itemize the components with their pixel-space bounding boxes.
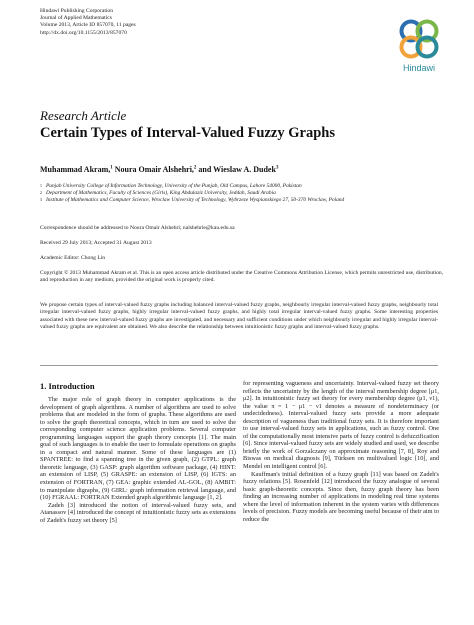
right-column [243,380,439,523]
body-paragraph: Kauffman's initial definition of a fuzzy graph [11] was based on Zadeh's fuzzy relations [5]. Rosenfeld [12] introduced the fuzzy analogue of several basic graph-theoretic concepts. Since then, fuzzy graph theory has been finding an increasing number of applications in modeling real time systems where the level of information inherent in the system varies with differences levels of precision. Fuzzy models are becoming useful because of their aim to reduce the [243,470,440,523]
copyright-notice: Copyright © 2013 Muhammad Akram et al. This is an open access article distributed under the Creative Commons Attribution License, which permits unrestricted use, distribution, and reproduction in any medium, provided the original work is properly cited. [40,270,444,284]
abstract-divider [40,365,438,366]
affiliation-mark: 3 [40,197,42,203]
article-type: Research Article [40,108,127,123]
affiliation-mark: 2 [40,190,42,196]
hindawi-rings-icon [396,18,442,62]
journal-header-line: Journal of Applied Mathematics [40,15,112,22]
hindawi-logo [388,18,450,80]
affiliation-mark: 1 [40,183,42,188]
section-heading: 1. Introduction [40,381,95,391]
body-paragraph: The major role of graph theory in computer applications is the development of graph algorithms. A number of algorithms are used to solve problems that are modeled in the form of graphs. These algorithms are used to solve the graph theoretical concepts, which in turn are used to solve the corresponding computer science application problems. Several computer programming languages support the graph theory concepts [1]. The main goal of such languages is to enable the user to formulate operations on graphs in a compact and natural manner. Some of these languages are (1) SPANTREE: to find a spanning tree in the given graph, (2) GTPL: graph theoretic language, (3) GASP: graph algorithm software package, (4) HINT: an extension of LISP, (5) GRASPE: an extension of LISP, (6) IGTS: an extension of FORTRAN, (7) GEA: graphic extended AL-GOL, (8) AMBIT: to manipulate digraphs, (9) GIRL: graph information retrieval language, and (10) FGRAAL: FORTRAN Extended graph algorithmic language [1, 2]. [40,396,236,502]
author-name: Noura Omair Alshehri, [112,165,194,174]
affiliation-list [40,183,450,205]
left-column [40,396,236,524]
journal-header-line: http://dx.doi.org/10.1155/2013/857070 [40,29,127,36]
author-list [40,165,278,174]
affiliation-text: Punjab University College of Information Technology, University of the Punjab, Old Campus, Lahore 54000, Pakistan [46,183,302,189]
author-affiliation-mark: 3 [275,165,279,171]
author-name: Muhammad Akram, [40,165,111,174]
journal-header-line: Hindawi Publishing Corporation [40,8,114,14]
affiliation-text: Institute of Mathematics and Computer Science, Wroclaw University of Technology, Wybrzeze Wyspianskiego 27, 50-370 Wroclaw, Poland [46,197,345,204]
affiliation [40,197,450,204]
received-dates: Received 29 July 2013; Accepted 31 August 2013 [40,240,152,246]
abstract: We propose certain types of interval-valued fuzzy graphs including balanced interval-valued fuzzy graphs, neighbourly irregular interval-valued fuzzy graphs, neighbourly total irregular interval-valued fuzzy graphs, highly irregular interval-valued fuzzy graphs, and highly total irregular interval-valued fuzzy graphs. Some interesting properties associated with these new interval-valued fuzzy graphs are investigated, and necessary and sufficient conditions under which neighbourly irregular and highly irregular interval-valued fuzzy graphs are equivalent are obtained. We also describe the relationship between intuitionistic fuzzy graphs and interval-valued fuzzy graphs. [40,302,438,331]
author-affiliation-mark: 1 [110,165,113,171]
journal-header [40,8,136,37]
correspondence: Correspondence should be addressed to Noura Omair Alshehri; nalshehrie@kau.edu.sa [40,225,235,231]
body-paragraph: for representing vagueness and uncertainty. Interval-valued fuzzy set theory reflects the uncertainty by the length of the interval membership degree [μ1, μ2]. In intuitionistic fuzzy set theory for every membership degree (μ1, ν1), the value π = 1 − μ1 − ν1 denotes a measure of nondeterminacy (or undecidedness). Interval-valued fuzzy sets provide a more adequate description of vagueness than traditional fuzzy sets. It is therefore important to use interval-valued fuzzy sets in applications, such as fuzzy control. One of the computationally most intensive parts of fuzzy control is defuzzification [6]. Since interval-valued fuzzy sets are widely studied and used, we describe briefly the work of Gorzalczany on approximate reasoning [7, 8], Roy and Biswas on medical diagnosis [9], Türksen on multivalued logic [10], and Mendel on intelligent control [6]. [243,380,439,471]
article-title: Certain Types of Interval-Valued Fuzzy Graphs [40,125,335,141]
brand-name: Hindawi [402,63,435,73]
body-paragraph: Zadeh [3] introduced the notion of interval-valued fuzzy sets, and Atanassov [4] introduced the concept of intuitionistic fuzzy sets as extensions of Zadeh's fuzzy set theory [5] [40,501,236,524]
affiliation-text: Department of Mathematics, Faculty of Sciences (Girls), King Abdulaziz University, Jeddah, Saudi Arabia [46,190,276,197]
author-name: and Wieslaw A. Dudek [196,165,276,174]
academic-editor: Academic Editor: Chong Lin [40,255,106,261]
journal-header-line: Volume 2013, Article ID 857070, 11 pages [40,22,136,29]
author-affiliation-mark: 2 [193,165,197,171]
